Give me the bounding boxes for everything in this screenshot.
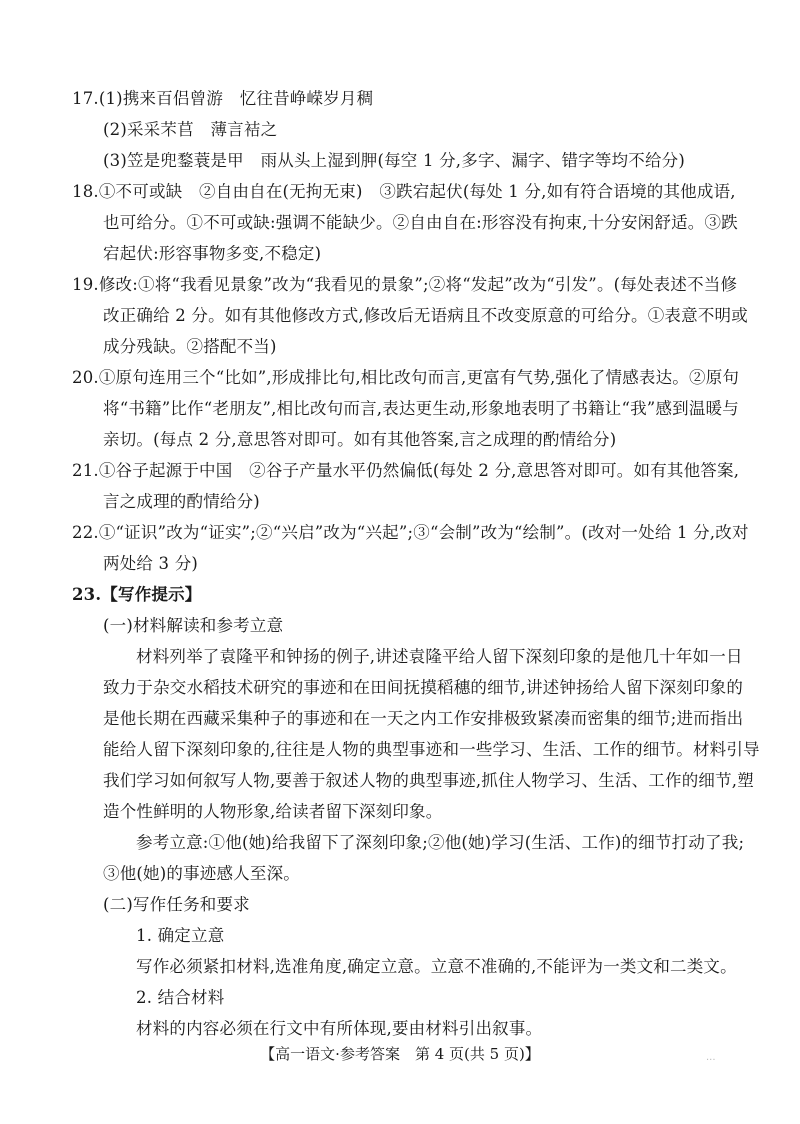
answer-20-line-3: 亲切。(每点 2 分,意思答对即可。如有其他答案,言之成理的酌情给分) <box>103 430 617 449</box>
answer-18-line-2: 也可给分。①不可或缺:强调不能缺少。②自由自在:形容没有拘束,十分安闲舒适。③跌 <box>103 213 738 232</box>
page-footer: 【高一语文·参考答案 第 4 页(共 5 页)】 <box>260 1045 540 1063</box>
material-paragraph-line-6: 造个性鲜明的人物形象,给读者留下深刻印象。 <box>103 802 443 821</box>
material-paragraph-line-3: 是他长期在西藏采集种子的事迹和在一天之内工作安排极致紧凑而密集的细节;进而指出 <box>103 709 744 728</box>
answer-20-line-1: 20.①原句连用三个“比如”,形成排比句,相比改句而言,更富有气势,强化了情感表达。②原句 <box>72 368 740 387</box>
section-2-heading: (二)写作任务和要求 <box>103 895 250 914</box>
answer-17-part-2: (2)采采芣苢 薄言袺之 <box>103 120 278 139</box>
answer-20-line-2: 将“书籍”比作“老朋友”,相比改句而言,表达更生动,形象地表明了书籍让“我”感到温暖与 <box>103 399 739 418</box>
material-paragraph-line-5: 我们学习如何叙写人物,要善于叙述人物的典型事迹,抓住人物学习、生活、工作的细节,塑 <box>103 771 754 790</box>
material-paragraph-line-1: 材料列举了袁隆平和钟扬的例子,讲述袁隆平给人留下深刻印象的是他几十年如一日 <box>136 647 743 666</box>
material-paragraph-line-2: 致力于杂交水稻技术研究的事迹和在田间抚摸稻穗的细节,讲述钟扬给人留下深刻印象的 <box>103 678 744 697</box>
answer-21-line-2: 言之成理的酌情给分) <box>103 492 260 511</box>
subsection-1-text: 写作必须紧扣材料,选准角度,确定立意。立意不准确的,不能评为一类文和二类文。 <box>136 957 737 976</box>
answer-19-line-2: 改正确给 2 分。如有其他修改方式,修改后无语病且不改变原意的可给分。①表意不明或 <box>103 306 748 325</box>
corner-mark: ... <box>706 1052 716 1063</box>
answer-18-line-1: 18.①不可或缺 ②自由自在(无拘无束) ③跌宕起伏(每处 1 分,如有符合语境的其他成语, <box>72 182 736 201</box>
subsection-2-heading: 2. 结合材料 <box>136 988 225 1007</box>
answer-18-line-3: 宕起伏:形容事物多变,不稳定) <box>103 244 322 263</box>
material-paragraph-line-4: 能给人留下深刻印象的,往往是人物的典型事迹和一些学习、生活、工作的细节。材料引导 <box>103 740 760 759</box>
answer-22-line-1: 22.①“证识”改为“证实”;②“兴启”改为“兴起”;③“会制”改为“绘制”。(改对一处给 1 分,改对 <box>72 523 749 542</box>
answer-17-part-1: 17.(1)携来百侣曾游 忆往昔峥嵘岁月稠 <box>72 89 374 108</box>
answer-23-heading: 23.【写作提示】 <box>72 585 202 604</box>
answer-21-line-1: 21.①谷子起源于中国 ②谷子产量水平仍然偏低(每处 2 分,意思答对即可。如有其他答案, <box>72 461 740 480</box>
reference-idea-line-2: ③他(她)的事迹感人至深。 <box>103 864 300 883</box>
answer-22-line-2: 两处给 3 分) <box>103 554 199 573</box>
reference-idea-line-1: 参考立意:①他(她)给我留下了深刻印象;②他(她)学习(生活、工作)的细节打动了我; <box>136 833 745 852</box>
section-1-heading: (一)材料解读和参考立意 <box>103 616 284 635</box>
answer-19-line-1: 19.修改:①将“我看见景象”改为“我看见的景象”;②将“发起”改为“引发”。(每处表述不当修 <box>72 275 738 294</box>
answer-17-part-3: (3)笠是兜鍪蓑是甲 雨从头上湿到胛(每空 1 分,多字、漏字、错字等均不给分) <box>103 151 685 170</box>
answer-19-line-3: 成分残缺。②搭配不当) <box>103 337 277 356</box>
subsection-2-text: 材料的内容必须在行文中有所体现,要由材料引出叙事。 <box>136 1019 543 1038</box>
subsection-1-heading: 1. 确定立意 <box>136 926 225 945</box>
